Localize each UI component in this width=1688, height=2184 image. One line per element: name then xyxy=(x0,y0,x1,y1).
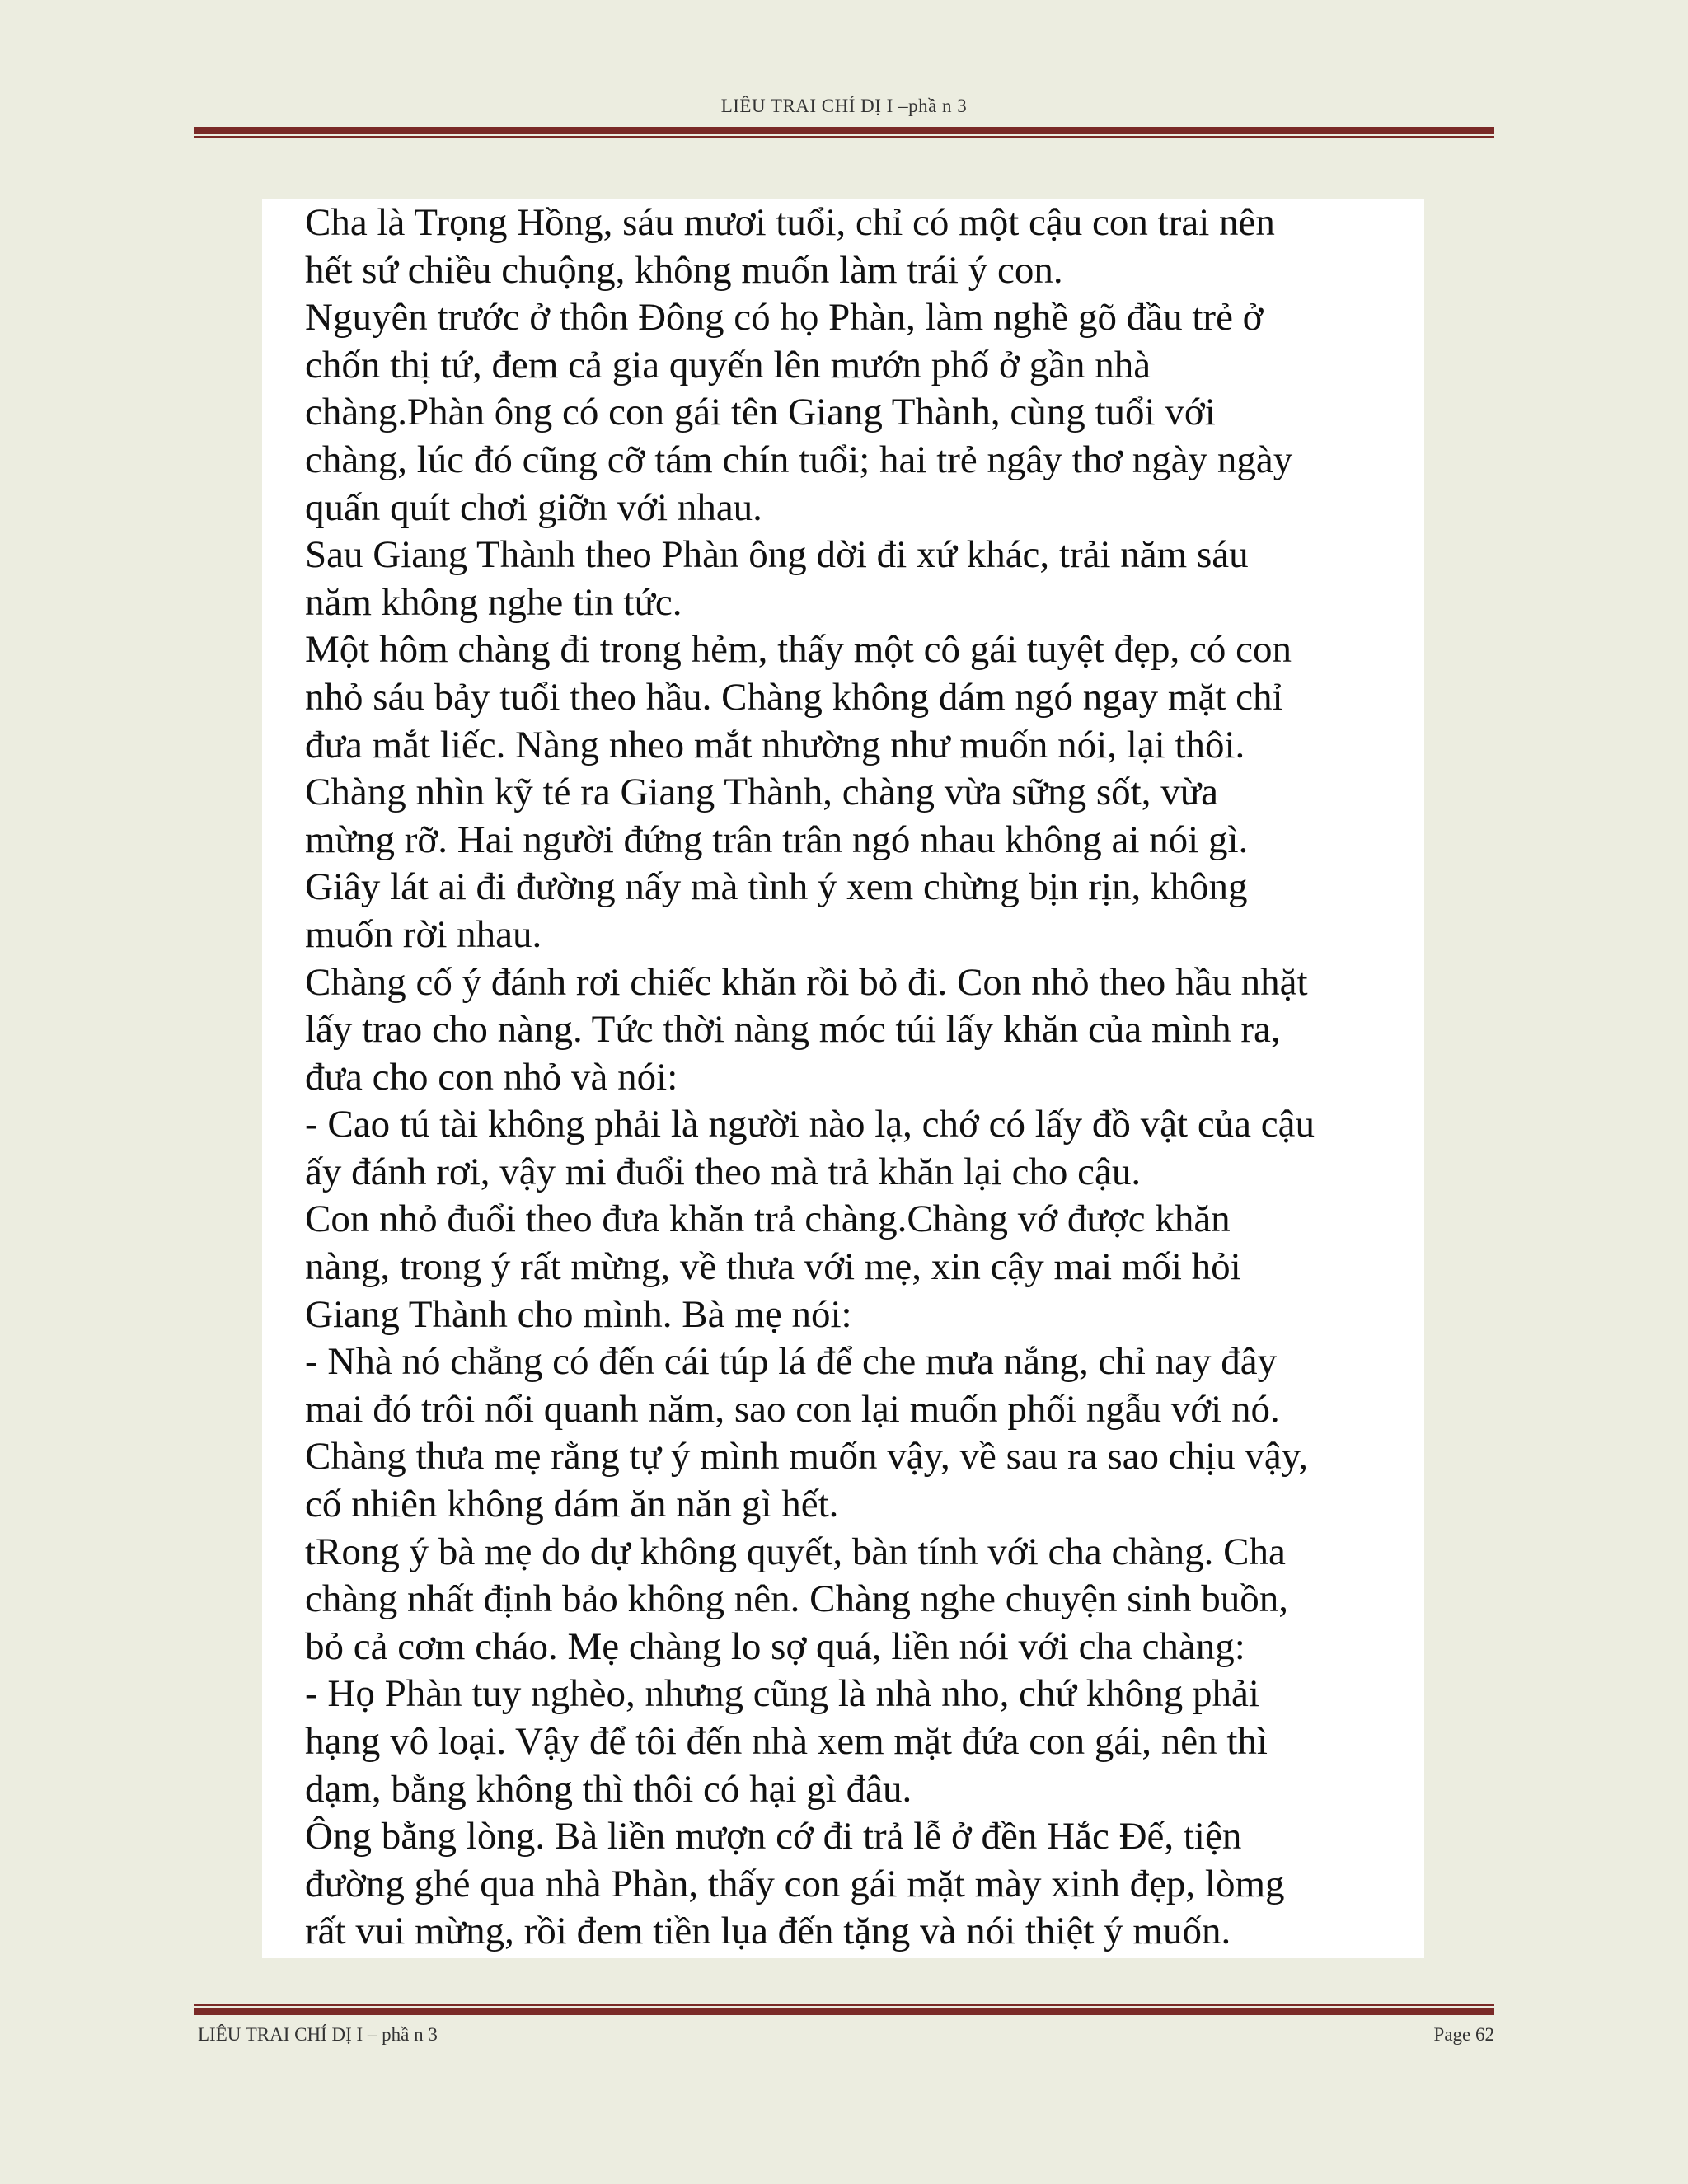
text-line: rất vui mừng, rồi đem tiền lụa đến tặng và nói thiệt ý muốn. xyxy=(305,1910,1231,1953)
text-line: chàng nhất định bảo không nên. Chàng nghe chuyện sinh buồn, xyxy=(305,1577,1289,1621)
text-line: nhỏ sáu bảy tuổi theo hầu. Chàng không dám ngó ngay mặt chỉ xyxy=(305,675,1283,719)
text-line: hết sứ chiều chuộng, không muốn làm trái ý con. xyxy=(305,248,1063,292)
body-text-block xyxy=(262,199,1424,1958)
text-line: Ông bằng lòng. Bà liền mượn cớ đi trả lễ ở đền Hắc Đế, tiện xyxy=(305,1815,1242,1858)
text-line: - Nhà nó chẳng có đến cái túp lá để che mưa nắng, chỉ nay đây xyxy=(305,1340,1278,1384)
text-line: muốn rời nhau. xyxy=(305,912,542,956)
text-line: hạng vô loại. Vậy để tôi đến nhà xem mặt đứa con gái, nên thì xyxy=(305,1720,1268,1763)
text-line: Sau Giang Thành theo Phàn ông dời đi xứ khác, trải năm sáu xyxy=(305,533,1249,577)
text-line: chàng, lúc đó cũng cỡ tám chín tuổi; hai trẻ ngây thơ ngày ngày xyxy=(305,438,1293,481)
footer-rule-thin xyxy=(194,2004,1494,2006)
text-line: nàng, trong ý rất mừng, về thưa với mẹ, xin cậy mai mối hỏi xyxy=(305,1245,1241,1289)
page-number: Page 62 xyxy=(1433,2024,1494,2045)
text-line: tRong ý bà mẹ do dự không quyết, bàn tính với cha chàng. Cha xyxy=(305,1530,1286,1573)
text-line: lấy trao cho nàng. Tức thời nàng móc túi lấy khăn của mình ra, xyxy=(305,1008,1281,1052)
text-line: - Họ Phàn tuy nghèo, nhưng cũng là nhà nho, chứ không phải xyxy=(305,1672,1259,1716)
text-line: Chàng nhìn kỹ té ra Giang Thành, chàng vừa sững sốt, vừa xyxy=(305,771,1219,814)
footer-rule-thick xyxy=(194,2008,1494,2015)
header-rule xyxy=(194,127,1494,138)
text-line: chốn thị tứ, đem cả gia quyến lên mướn phố ở gần nhà xyxy=(305,343,1151,387)
text-line: mừng rỡ. Hai người đứng trân trân ngó nhau không ai nói gì. xyxy=(305,818,1249,861)
text-line: Một hôm chàng đi trong hẻm, thấy một cô gái tuyệt đẹp, có con xyxy=(305,628,1292,672)
text-line: đường ghé qua nhà Phàn, thấy con gái mặt mày xinh đẹp, lòmg xyxy=(305,1862,1285,1905)
text-line: Giây lát ai đi đường nấy mà tình ý xem chừng bịn rịn, không xyxy=(305,865,1248,909)
text-line: cố nhiên không dám ăn năn gì hết. xyxy=(305,1483,839,1526)
footer-title: LIÊU TRAI CHÍ DỊ I – phầ n 3 xyxy=(198,2024,438,2045)
text-line: bỏ cả cơm cháo. Mẹ chàng lo sợ quá, liền nói với cha chàng: xyxy=(305,1624,1245,1668)
text-line: đưa cho con nhỏ và nói: xyxy=(305,1055,678,1099)
footer-rule xyxy=(194,2004,1494,2015)
text-line: Chàng cố ý đánh rơi chiếc khăn rồi bỏ đi. Con nhỏ theo hầu nhặt xyxy=(305,960,1308,1004)
text-line: quấn quít chơi giỡn với nhau. xyxy=(305,485,762,529)
header-rule-thin xyxy=(194,136,1494,138)
header-title: LIÊU TRAI CHÍ DỊ I –phầ n 3 xyxy=(720,96,968,116)
text-line: dạm, bằng không thì thôi có hại gì đâu. xyxy=(305,1767,912,1811)
text-line: - Cao tú tài không phải là người nào lạ, chớ có lấy đồ vật của cậu xyxy=(305,1103,1315,1146)
text-line: năm không nghe tin tức. xyxy=(305,580,682,624)
text-line: Chàng thưa mẹ rằng tự ý mình muốn vậy, về sau ra sao chịu vậy, xyxy=(305,1435,1308,1479)
text-line: Con nhỏ đuổi theo đưa khăn trả chàng.Chàng vớ được khăn xyxy=(305,1197,1231,1241)
text-line: Nguyên trước ở thôn Đông có họ Phàn, làm nghề gõ đầu trẻ ở xyxy=(305,296,1264,340)
text-line: chàng.Phàn ông có con gái tên Giang Thành, cùng tuổi với xyxy=(305,391,1216,434)
text-line: đưa mắt liếc. Nàng nheo mắt nhường như muốn nói, lại thôi. xyxy=(305,723,1245,766)
text-line: mai đó trôi nổi quanh năm, sao con lại muốn phối ngẫu với nó. xyxy=(305,1387,1280,1431)
text-line: ấy đánh rơi, vậy mi đuổi theo mà trả khăn lại cho cậu. xyxy=(305,1150,1142,1193)
text-line: Giang Thành cho mình. Bà mẹ nói: xyxy=(305,1292,852,1336)
header-rule-thick xyxy=(194,127,1494,134)
text-line: Cha là Trọng Hồng, sáu mươi tuổi, chỉ có một cậu con trai nên xyxy=(305,201,1275,244)
